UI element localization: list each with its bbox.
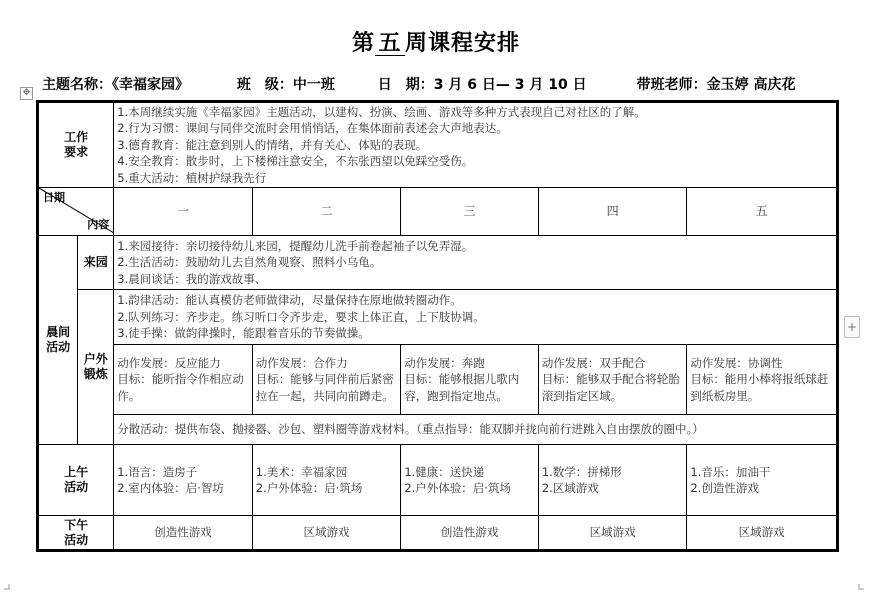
motor-development: 动作发展：协调性 — [690, 355, 783, 370]
motor-development: 动作发展：合作力 — [255, 355, 348, 370]
goal-text: 目标：能够与同伴前后紧密拉在一起，共同向前蹲走。 — [255, 372, 394, 403]
work-row — [38, 102, 838, 188]
pm-activity-label: 下午 活动 — [38, 516, 114, 551]
day-header-thu: 四 — [538, 188, 687, 236]
date-header-label: 日期 — [43, 191, 65, 204]
page-title — [0, 26, 872, 57]
pm-day-fri[interactable]: 区域游戏 — [687, 516, 838, 551]
outdoor-general-row — [38, 290, 838, 345]
pm-day-wed[interactable]: 创造性游戏 — [401, 516, 539, 551]
am-day-fri[interactable] — [687, 445, 838, 516]
list-item: 3.德育教育：能注意到别人的情绪，并有关心、体贴的表现。 — [117, 137, 428, 152]
list-item: 3.晨间谈话：我的游戏故事、 — [117, 271, 267, 286]
group-activity-row — [38, 415, 838, 445]
page-corner-mark-icon — [858, 584, 864, 590]
week-number[interactable]: 五 — [375, 32, 405, 56]
teachers-info: 带班老师：金玉婷 高庆花 — [636, 77, 796, 93]
title-suffix: 周课程安排 — [405, 30, 521, 56]
am-activity-label: 上午 活动 — [38, 445, 114, 516]
class-info: 班 级：中一班 — [236, 77, 335, 93]
list-item: 4.安全教育：散步时，上下楼梯注意安全，不东张西望以免踩空受伤。 — [117, 154, 474, 169]
am-day-tue[interactable] — [252, 445, 401, 516]
day-header-tue: 二 — [252, 188, 401, 236]
list-item: 2.创造性游戏 — [690, 481, 759, 495]
date-row — [38, 188, 838, 236]
work-label: 工作 要求 — [38, 102, 114, 188]
list-item: 3.徒手操：做韵律操时，能跟着音乐的节奏做操。 — [117, 326, 370, 341]
list-item: 2.室内体验：启·智坊 — [117, 481, 224, 495]
add-column-plus-icon[interactable]: + — [844, 316, 860, 338]
arrival-content[interactable] — [114, 236, 838, 290]
outdoor-day-mon[interactable] — [114, 345, 253, 415]
am-day-mon[interactable] — [114, 445, 253, 516]
day-header-mon: 一 — [114, 188, 253, 236]
goal-text: 目标：能够双手配合将轮胎滚到指定区域。 — [541, 372, 680, 403]
am-day-thu[interactable] — [538, 445, 687, 516]
pm-activity-row — [38, 516, 838, 551]
list-item: 1.数学：拼梯形 — [541, 464, 622, 479]
outdoor-label: 户外 锻炼 — [78, 290, 114, 445]
date-info: 日 期：3 月 6 日— 3 月 10 日 — [377, 77, 587, 93]
outdoor-general-content[interactable] — [114, 290, 838, 345]
morning-activity-label: 晨间 活动 — [38, 236, 78, 445]
list-item: 5.重大活动：植树护绿我先行 — [117, 170, 267, 185]
outdoor-day-thu[interactable] — [538, 345, 687, 415]
am-day-wed[interactable] — [401, 445, 539, 516]
list-item: 1.美术：幸福家园 — [255, 464, 348, 479]
motor-development: 动作发展：反应能力 — [117, 355, 221, 370]
title-prefix: 第 — [351, 30, 375, 56]
list-item: 1.音乐：加油干 — [690, 464, 771, 479]
list-item: 2.户外体验：启·筑场 — [255, 481, 363, 495]
outdoor-day-fri[interactable] — [687, 345, 838, 415]
arrival-row — [38, 236, 838, 290]
outdoor-daily-row — [38, 345, 838, 415]
list-item: 1.来园接待：亲切接待幼儿来园，提醒幼儿洗手前卷起袖子以免弄湿。 — [117, 238, 474, 253]
schedule-table — [36, 100, 839, 552]
motor-development: 动作发展：奔跑 — [404, 355, 485, 370]
goal-text: 目标：能用小棒将报纸球赶到纸板房里。 — [690, 372, 829, 403]
day-header-wed: 三 — [401, 188, 539, 236]
arrival-label: 来园 — [78, 236, 114, 290]
pm-day-mon[interactable]: 创造性游戏 — [114, 516, 253, 551]
list-item: 2.队列练习：齐步走。练习听口令齐步走，要求上体正直，上下肢协调。 — [117, 309, 485, 324]
outdoor-day-wed[interactable] — [401, 345, 539, 415]
outdoor-day-tue[interactable] — [252, 345, 401, 415]
table-move-handle-icon[interactable]: ✥ — [20, 87, 33, 100]
list-item: 1.韵律活动：能认真模仿老师做律动，尽量保持在原地做转圈动作。 — [117, 293, 462, 308]
list-item: 2.区域游戏 — [541, 481, 599, 495]
date-content-header — [38, 188, 114, 236]
theme-name: 主题名称：《幸福家园》 — [42, 77, 189, 93]
goal-text: 目标：能够根据儿歌内容，跑到指定地点。 — [404, 372, 520, 403]
list-item: 2.生活活动：鼓励幼儿去自然角观察、照料小乌龟。 — [117, 255, 382, 270]
list-item: 1.语言：造房子 — [117, 464, 198, 479]
am-activity-row — [38, 445, 838, 516]
list-item: 2.行为习惯：课间与同伴交流时会用悄悄话，在集体面前表述会大声地表达。 — [117, 121, 508, 136]
list-item: 1.本周继续实施《幸福家园》主题活动，以建构、扮演、绘画、游戏等多种方式表现自己对社区的了解。 — [117, 104, 646, 119]
group-activity-content[interactable]: 分散活动：提供布袋、抛接器、沙包、塑料圈等游戏材料。（重点指导：能双脚并拢向前行进跳入自由摆放的圈中。） — [114, 415, 838, 445]
day-header-fri: 五 — [687, 188, 838, 236]
list-item: 1.健康：送快递 — [404, 464, 485, 479]
motor-development: 动作发展：双手配合 — [541, 355, 646, 370]
list-item: 2.户外体验：启·筑场 — [404, 481, 511, 495]
work-content[interactable] — [114, 102, 838, 188]
pm-day-tue[interactable]: 区域游戏 — [252, 516, 401, 551]
goal-text: 目标：能听指令作相应动作。 — [117, 372, 244, 403]
content-header-label: 内容 — [87, 217, 110, 231]
pm-day-thu[interactable]: 区域游戏 — [538, 516, 687, 551]
header-info — [42, 74, 842, 94]
page-corner-mark-icon — [4, 584, 10, 590]
